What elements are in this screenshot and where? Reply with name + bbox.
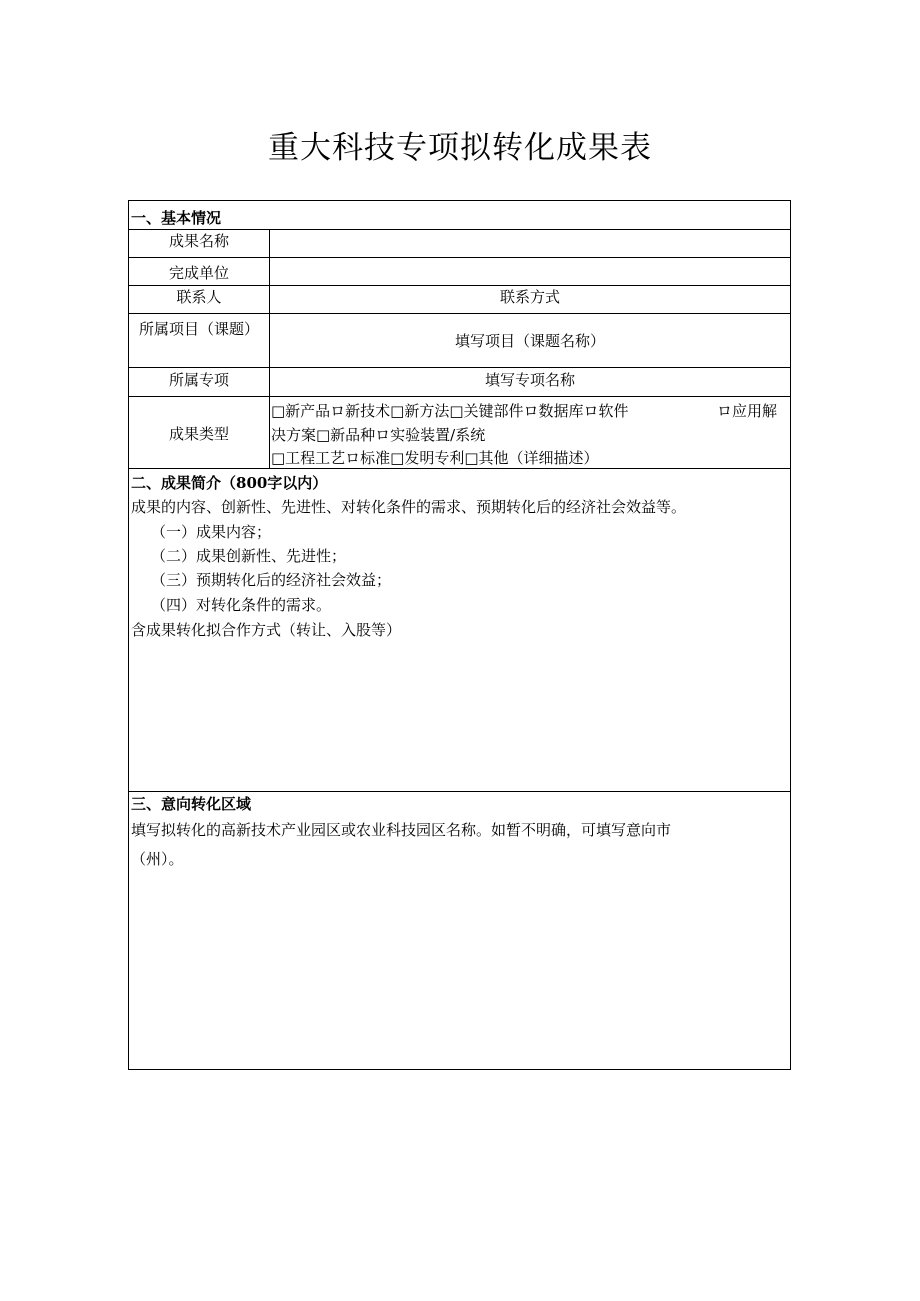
completing-unit-label: 完成单位: [168, 264, 229, 282]
row-divider: [129, 285, 790, 286]
achievement-type-label: 成果类型: [168, 425, 229, 443]
achievement-form: [128, 200, 791, 1070]
cooperation-mode-note: 含成果转化拟合作方式（转让、入股等）: [131, 621, 402, 639]
achievement-name-label: 成果名称: [168, 232, 229, 250]
achievement-type-options-line3[interactable]: □工程工艺ロ标准□发明专利□其他（详细描述）: [271, 449, 599, 467]
region-instruction-line2: （州）。: [131, 850, 184, 868]
summary-text-area[interactable]: [129, 641, 790, 791]
summary-item: （二）成果创新性、先进性；: [151, 547, 347, 565]
achievement-type-options-line1-right[interactable]: ロ应用解: [717, 402, 778, 420]
section-region-heading: 三、意向转化区域: [131, 795, 252, 813]
section-basic-info-heading: 一、基本情况: [131, 209, 222, 227]
region-instruction-line1: 填写拟转化的高新技术产业园区或农业科技园区名称。如暂不明确，可填写意向市: [131, 821, 672, 839]
summary-item: （四）对转化条件的需求。: [151, 596, 332, 614]
summary-item: （三）预期转化后的经济社会效益；: [151, 571, 392, 589]
summary-item: （一）成果内容；: [151, 523, 272, 541]
row-divider: [129, 257, 790, 258]
summary-intro: 成果的内容、创新性、先进性、对转化条件的需求、预期转化后的经济社会效益等。: [131, 498, 687, 516]
row-divider: [129, 229, 790, 230]
project-field[interactable]: 填写项目（课题名称）: [454, 332, 605, 350]
row-divider: [129, 396, 790, 397]
row-divider: [129, 313, 790, 314]
page-title: 重大科技专项拟转化成果表: [268, 130, 652, 166]
region-text-area[interactable]: [129, 876, 790, 1066]
row-divider: [129, 367, 790, 368]
achievement-type-options-line1[interactable]: □新产品ロ新技术□新方法□关键部件ロ数据库ロ软件: [271, 402, 629, 420]
section-summary-heading: 二、成果简介（800字以内）: [131, 474, 328, 492]
special-project-label: 所属专项: [168, 371, 229, 389]
contact-person-label: 联系人: [176, 288, 222, 306]
section-divider: [129, 468, 790, 469]
project-label: 所属项目（课题）: [138, 320, 259, 338]
section-divider: [129, 791, 790, 792]
achievement-type-options-line2[interactable]: 决方案□新品种ロ实验装置/系统: [271, 426, 486, 444]
contact-method-field[interactable]: 联系方式: [499, 288, 560, 306]
special-project-field[interactable]: 填写专项名称: [484, 371, 575, 389]
